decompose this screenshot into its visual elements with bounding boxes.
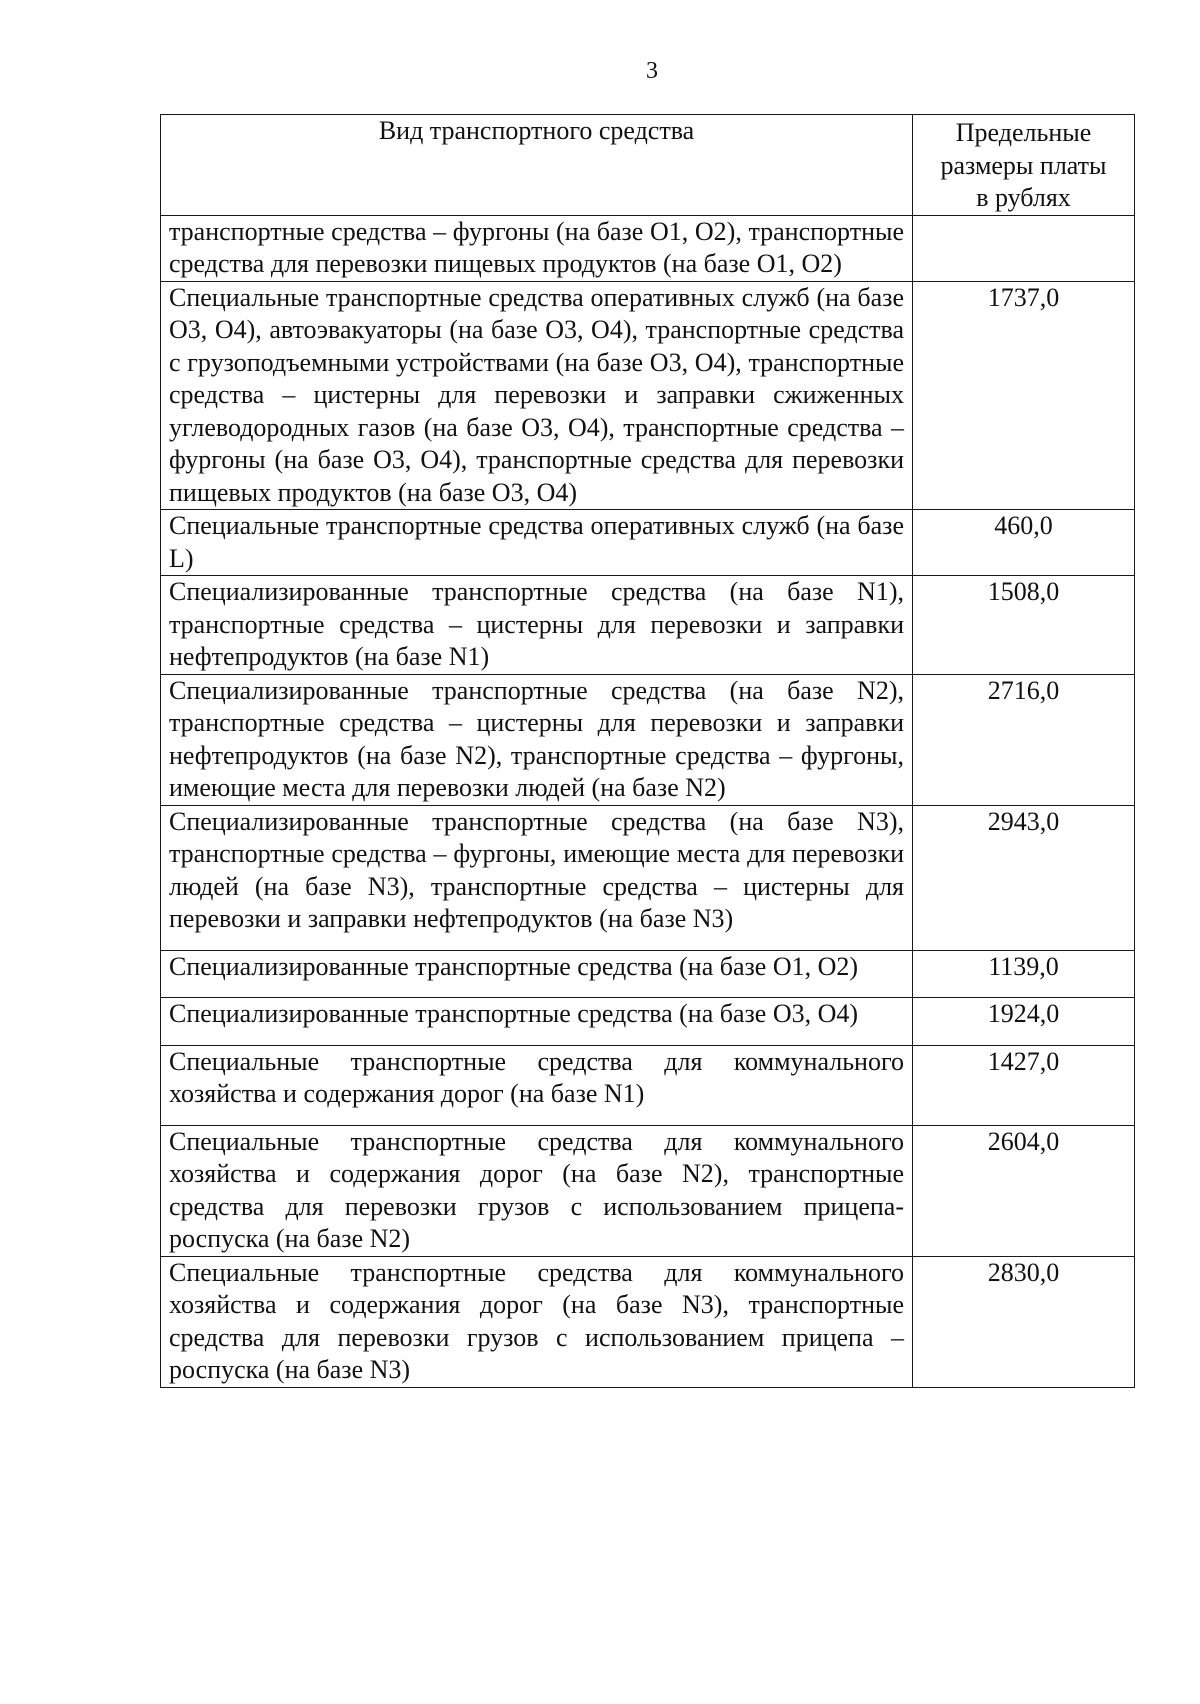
- table-row: [161, 950, 1135, 998]
- vehicle-type-cell: Специализированные транспортные средства (на базе N2), транспортные средства – цистерны для перевозки и заправки нефтепродуктов (на базе N2), транспортные средства – фургоны, имеющие места для перевозки людей (на базе N2): [161, 674, 913, 805]
- vehicle-type-cell: Специализированные транспортные средства (на базе O1, O2): [161, 950, 913, 998]
- vehicle-type-cell: транспортные средства – фургоны (на базе O1, O2), транспортные средства для перевозки пищевых продуктов (на базе O1, O2): [161, 215, 913, 281]
- column-header-max-fee: [913, 115, 1135, 216]
- fee-cell: 2830,0: [913, 1256, 1135, 1387]
- table-row: [161, 215, 1135, 281]
- vehicle-type-cell: Специальные транспортные средства для коммунального хозяйства и содержания дорог (на базе N3), транспортные средства для перевозки грузов с использованием прицепа – роспуска (на базе N3): [161, 1256, 913, 1387]
- vehicle-type-cell: Специальные транспортные средства для коммунального хозяйства и содержания дорог (на базе N2), транспортные средства для перевозки грузов с использованием прицепа-роспуска (на базе N2): [161, 1125, 913, 1256]
- fee-cell: 1737,0: [913, 281, 1135, 510]
- column-header-max-fee-line: размеры платы: [940, 150, 1107, 180]
- fee-cell: [913, 215, 1135, 281]
- table-header-row: [161, 115, 1135, 216]
- vehicle-type-cell: Специальные транспортные средства оперативных служб (на базе O3, O4), автоэвакуаторы (на базе O3, O4), транспортные средства с грузоподъемными устройствами (на базе O3, O4), транспортные средства – цистерны для перевозки и заправки сжиженных углеводородных газов (на базе O3, O4), транспортные средства – фургоны (на базе O3, O4), транспортные средства для перевозки пищевых продуктов (на базе O3, O4): [161, 281, 913, 510]
- fee-cell: 460,0: [913, 510, 1135, 576]
- table-row: [161, 805, 1135, 950]
- fee-cell: 1508,0: [913, 576, 1135, 675]
- fee-table: [160, 114, 1135, 1388]
- vehicle-type-cell: Специализированные транспортные средства (на базе N3), транспортные средства – фургоны, имеющие места для перевозки людей (на базе N3), транспортные средства – цистерны для перевозки и заправки нефтепродуктов (на базе N3): [161, 805, 913, 950]
- fee-cell: 2604,0: [913, 1125, 1135, 1256]
- table-row: [161, 674, 1135, 805]
- table-row: [161, 1045, 1135, 1125]
- vehicle-type-cell: Специализированные транспортные средства (на базе O3, O4): [161, 998, 913, 1046]
- fee-cell: 1139,0: [913, 950, 1135, 998]
- table-row: [161, 1125, 1135, 1256]
- vehicle-type-cell: Специализированные транспортные средства (на базе N1), транспортные средства – цистерны для перевозки и заправки нефтепродуктов (на базе N1): [161, 576, 913, 675]
- table-row: [161, 1256, 1135, 1387]
- column-header-max-fee-line: Предельные: [955, 118, 1092, 147]
- fee-cell: 1427,0: [913, 1045, 1135, 1125]
- table-row: [161, 998, 1135, 1046]
- vehicle-type-cell: Специальные транспортные средства для коммунального хозяйства и содержания дорог (на базе N1): [161, 1045, 913, 1125]
- page-number: 3: [646, 58, 658, 84]
- table-row: [161, 281, 1135, 510]
- fee-cell: 1924,0: [913, 998, 1135, 1046]
- column-header-max-fee-line: в рублях: [976, 183, 1071, 212]
- vehicle-type-cell: Специальные транспортные средства оперативных служб (на базе L): [161, 510, 913, 576]
- fee-cell: 2943,0: [913, 805, 1135, 950]
- column-header-vehicle-type: Вид транспортного средства: [161, 115, 913, 216]
- fee-cell: 2716,0: [913, 674, 1135, 805]
- table-row: [161, 510, 1135, 576]
- table-row: [161, 576, 1135, 675]
